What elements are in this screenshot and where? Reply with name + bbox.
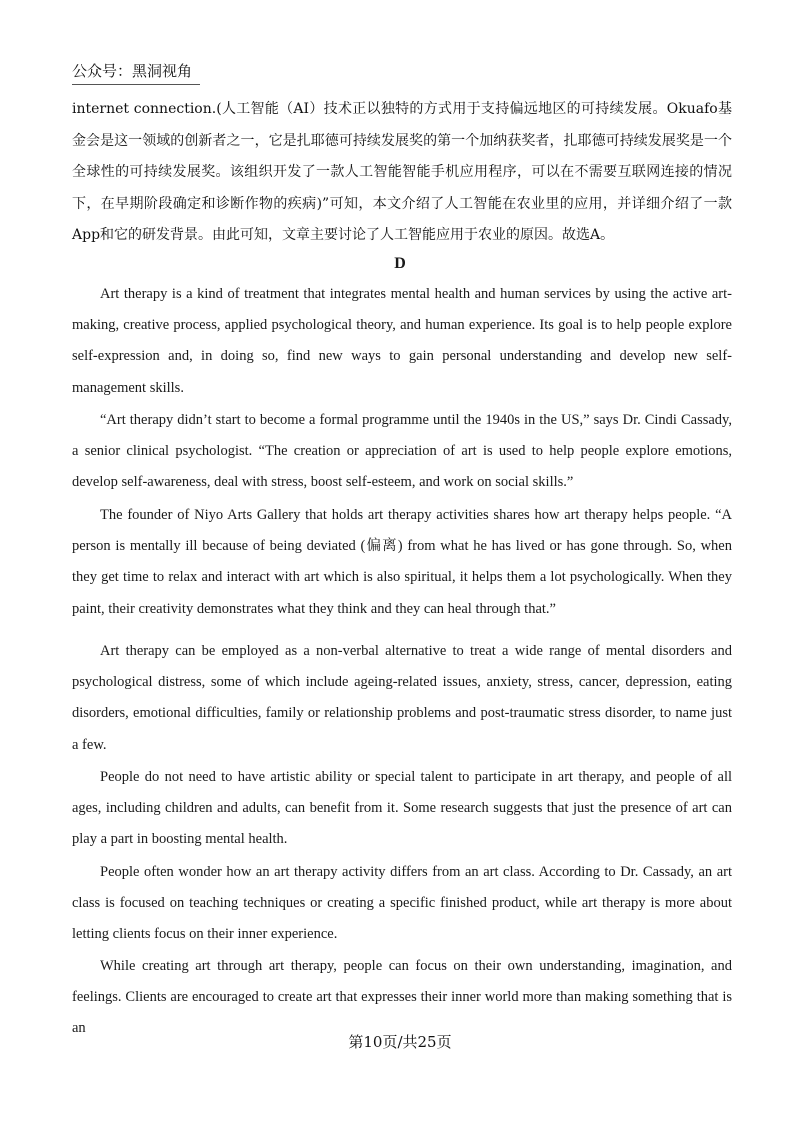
page-number: 第10页/共25页 [348, 1033, 452, 1051]
passage-paragraph-2: “Art therapy didn’t start to become a formal programme until the 1940s in the US,” says Dr. Cindi Cassady, a senior clinical psychologist. “The creation or appreciation of art is used to help people explore emotions, develop self-awareness, deal with stress, boost self-esteem, and work on social skills.” [72, 412, 732, 491]
passage-paragraph-3: The founder of Niyo Arts Gallery that holds art therapy activities shares how art therapy helps people. “A person is mentally ill because of being deviated (偏离) from what he has lived or has gone through. So, when they get time to relax and interact with art which is also spiritual, it helps them a lot psychologically. When they paint, their creativity demonstrates what they think and they can heal through that.” [72, 507, 732, 617]
watermark-label: 公众号：黑洞视角 [72, 58, 200, 85]
passage-paragraph-4: Art therapy can be employed as a non-verbal alternative to treat a wide range of mental disorders and psychological distress, some of which include ageing-related issues, anxiety, stress, cancer, depression, eating disorders, emotional difficulties, family or relationship problems and post-traumatic stress disorder, to name just a few. [72, 643, 732, 753]
section-heading: D [394, 255, 406, 272]
passage-paragraph-6: People often wonder how an art therapy activity differs from an art class. According to Dr. Cassady, an art class is focused on teaching techniques or creating a specific finished product, while art therapy is more about letting clients focus on their inner experience. [72, 864, 732, 943]
answer-explanation: internet connection.(人工智能（AI）技术正以独特的方式用于支持偏远地区的可持续发展。Okuafo基金会是这一领域的创新者之一，它是扎耶德可持续发展奖的第一个加纳获奖者，扎耶德可持续发展奖是一个全球性的可持续发展奖。该组织开发了一款人工智能智能手机应用程序，可以在不需要互联网连接的情况下，在早期阶段确定和诊断作物的疾病)”可知，本文介绍了人工智能在农业里的应用，并详细介绍了一款App和它的研发背景。由此可知，文章主要讨论了人工智能应用于农业的原因。故选A。 [72, 101, 732, 243]
passage-paragraph-5: People do not need to have artistic ability or special talent to participate in art therapy, and people of all ages, including children and adults, can benefit from it. Some research suggests that just the presence of art can play a part in boosting mental health. [72, 769, 732, 848]
passage-paragraph-7: While creating art through art therapy, people can focus on their own understanding, imagination, and feelings. Clients are encouraged to create art that expresses their inner world more than making something that is an [72, 958, 732, 1037]
passage-paragraph-1: Art therapy is a kind of treatment that integrates mental health and human services by using the active art-making, creative process, applied psychological theory, and human experience. Its goal is to help people explore self-expression and, in doing so, find new ways to gain personal understanding and develop new self-management skills. [72, 286, 732, 396]
